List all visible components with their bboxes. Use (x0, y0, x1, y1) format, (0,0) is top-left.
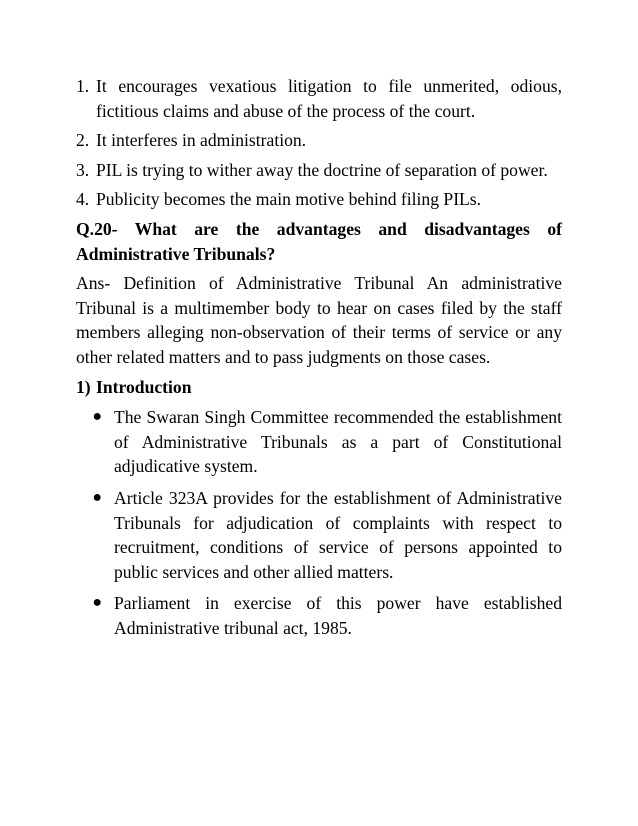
answer-paragraph: Ans- Definition of Administrative Tribunal An administrative Tribunal is a multimember body to hear on cases filed by the staff members alleging non-observation of their terms of service or any other related matters and to pass judgments on those cases. (76, 273, 562, 367)
bullet-icon: ● (92, 408, 102, 426)
section-number: 1) (76, 376, 91, 397)
bullet-item (76, 591, 562, 640)
list-text: It encourages vexatious litigation to file unmerited, odious, fictitious claims and abuse of the process of the court. (96, 76, 562, 121)
list-item (76, 187, 562, 212)
bullet-text: Parliament in exercise of this power have established Administrative tribunal act, 1985. (114, 593, 562, 638)
bullet-item (76, 405, 562, 479)
list-number: 3. (76, 159, 90, 180)
section-title: Introduction (96, 376, 192, 397)
bullet-text: The Swaran Singh Committee recommended the establishment of Administrative Tribunals as a part of Constitutional adjudicative system. (114, 407, 562, 477)
list-number: 2. (76, 130, 90, 151)
bullet-item (76, 486, 562, 584)
question-heading: Q.20- What are the advantages and disadvantages of Administrative Tribunals? (76, 218, 562, 264)
bullet-list (76, 405, 562, 640)
bullet-icon: ● (92, 594, 102, 612)
list-text: PIL is trying to wither away the doctrine of separation of power. (96, 159, 548, 180)
section-heading (76, 375, 562, 400)
list-item (76, 74, 562, 123)
list-text: Publicity becomes the main motive behind filing PILs. (96, 189, 482, 210)
bullet-text: Article 323A provides for the establishment of Administrative Tribunals for adjudication of complaints with respect to recruitment, conditions of service of persons appointed to public services and other allied matters. (114, 487, 562, 582)
list-item (76, 128, 562, 153)
list-text: It interferes in administration. (96, 130, 307, 151)
list-item (76, 158, 562, 183)
list-number: 1. (76, 76, 90, 96)
bullet-icon: ● (92, 488, 102, 506)
numbered-list (76, 74, 562, 212)
list-number: 4. (76, 189, 90, 210)
